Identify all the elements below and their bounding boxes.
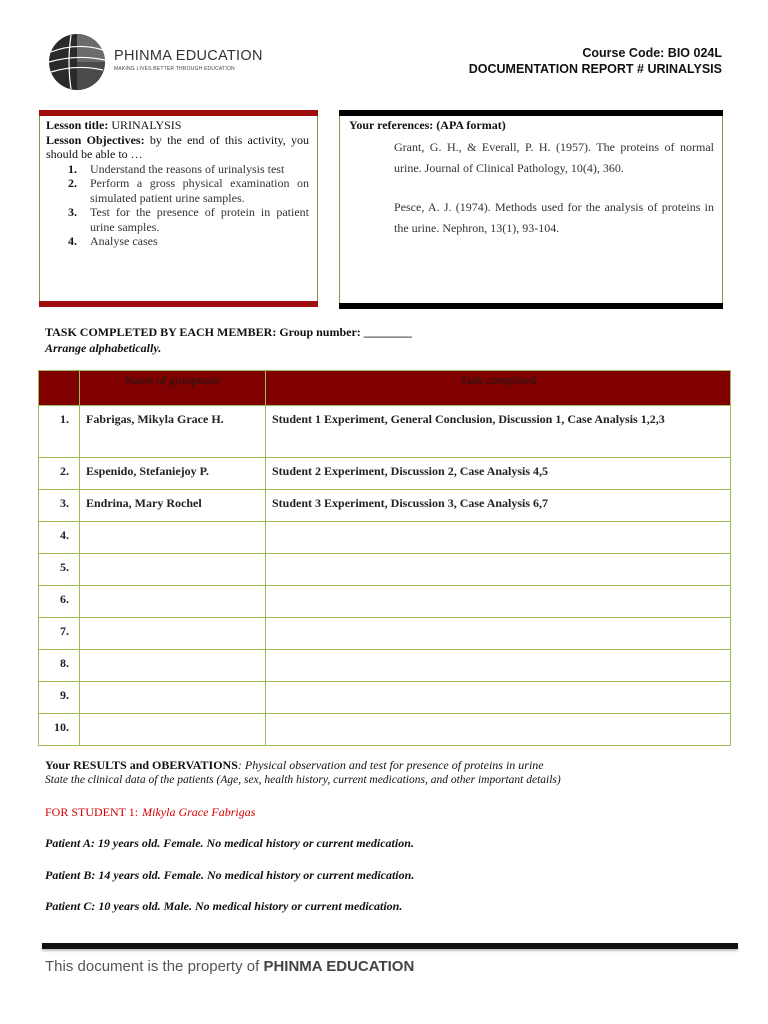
lesson-title-value: URINALYSIS [111,118,182,132]
objectives-label: Lesson Objectives: [46,132,145,147]
column-header-number [39,371,80,406]
table-row [39,522,731,554]
table-row [39,554,731,586]
objective-text: Test for the presence of protein in patient urine samples. [90,205,309,234]
patient-b-data: Patient B: 14 years old. Female. No medical history or current medication. [45,868,415,882]
row-number: 2. [39,458,80,490]
row-number: 3. [39,490,80,522]
table-row [39,458,731,490]
task-cell[interactable]: Student 2 Experiment, Discussion 2, Case Analysis 4,5 [266,458,731,490]
member-name-cell[interactable]: Fabrigas, Mikyla Grace H. [80,406,266,458]
patient-c-data: Patient C: 10 years old. Male. No medical history or current medication. [45,899,403,913]
logo-tagline: MAKING LIVES BETTER THROUGH EDUCATION [114,66,235,72]
member-name-cell[interactable]: Endrina, Mary Rochel [80,490,266,522]
reference-text: Pesce, A. J. (1974). Methods used for the analysis of proteins in the urine. Nephron, 13(1), 93-104. [394,200,714,235]
references-box [339,110,723,309]
results-label: Your RESULTS and OBERVATIONS [45,758,238,772]
task-cell[interactable]: Student 1 Experiment, General Conclusion, Discussion 1, Case Analysis 1,2,3 [266,406,731,458]
task-cell[interactable] [266,714,731,746]
row-number: 5. [39,554,80,586]
member-name-cell[interactable] [80,714,266,746]
task-cell[interactable]: Student 3 Experiment, Discussion 3, Case Analysis 6,7 [266,490,731,522]
footer-divider [42,943,738,949]
results-heading [45,758,544,773]
task-cell[interactable] [266,618,731,650]
row-number: 1. [39,406,80,458]
reference-item [394,197,714,239]
course-code: Course Code: BIO 024L [582,46,722,60]
row-number: 10. [39,714,80,746]
references-title: Your references: (APA format) [349,118,506,132]
reference-text: Grant, G. H., & Everall, P. H. (1957). The proteins of normal urine. Journal of Clinical Pathology, 10(4), 360. [394,140,714,175]
member-name-cell[interactable] [80,650,266,682]
objective-item [46,234,309,249]
objective-item [46,162,309,177]
footer-owner: PHINMA EDUCATION [263,958,415,975]
objective-text: Perform a gross physical examination on simulated patient urine samples. [90,176,309,205]
task-subtitle: Arrange alphabetically. [45,341,162,355]
table-row [39,490,731,522]
member-name-cell[interactable] [80,586,266,618]
lesson-title-label: Lesson title: [46,118,109,132]
row-number: 4. [39,522,80,554]
results-instruction: State the clinical data of the patients (Age, sex, health history, current medications, and other important details) [45,774,561,786]
objective-text: Understand the reasons of urinalysis test [90,161,285,176]
lesson-top-bar [39,110,318,116]
objective-number: 2. [68,176,77,190]
task-cell[interactable] [266,682,731,714]
member-name-cell[interactable] [80,682,266,714]
objective-item [46,205,309,234]
task-cell[interactable] [266,522,731,554]
table-row [39,714,731,746]
patient-a-data: Patient A: 19 years old. Female. No medical history or current medication. [45,836,414,850]
table-row [39,586,731,618]
references-top-bar [339,110,723,116]
student-label: FOR STUDENT 1: [45,805,139,819]
members-table [38,370,731,746]
results-label-rest: : Physical observation and test for presence of proteins in urine [237,758,544,772]
column-header-task: Task completed [266,371,731,406]
table-row [39,650,731,682]
objectives-list [46,162,309,249]
objective-text: Analyse cases [90,234,158,248]
reference-item [394,137,714,179]
table-header-row [39,371,731,406]
member-name-cell[interactable]: Espenido, Stefaniejoy P. [80,458,266,490]
row-number: 6. [39,586,80,618]
objective-number: 1. [68,161,77,176]
lesson-box [39,110,318,307]
member-name-cell[interactable] [80,554,266,586]
objective-number: 3. [68,205,77,219]
objective-number: 4. [68,234,77,248]
table-row [39,682,731,714]
column-header-name: Name of groupmate [80,371,266,406]
references-bottom-bar [339,303,723,309]
task-cell[interactable] [266,586,731,618]
report-title: DOCUMENTATION REPORT # URINALYSIS [468,62,722,76]
task-title: TASK COMPLETED BY EACH MEMBER: Group number: ________ [45,325,412,339]
document-header [469,45,722,77]
logo-name: PHINMA EDUCATION [114,48,263,64]
member-name-cell[interactable] [80,618,266,650]
objectives-intro: by the end of this activity, you should be able to … [46,132,310,161]
task-cell[interactable] [266,554,731,586]
student-heading [45,805,255,820]
lesson-bottom-bar [39,301,318,307]
objective-item [46,176,309,205]
table-row [39,618,731,650]
member-name-cell[interactable] [80,522,266,554]
row-number: 8. [39,650,80,682]
row-number: 9. [39,682,80,714]
table-row [39,406,731,458]
footer-text [45,958,414,975]
task-cell[interactable] [266,650,731,682]
row-number: 7. [39,618,80,650]
footer-prefix: This document is the property of [45,958,260,975]
student-name: Mikyla Grace Fabrigas [142,805,256,819]
